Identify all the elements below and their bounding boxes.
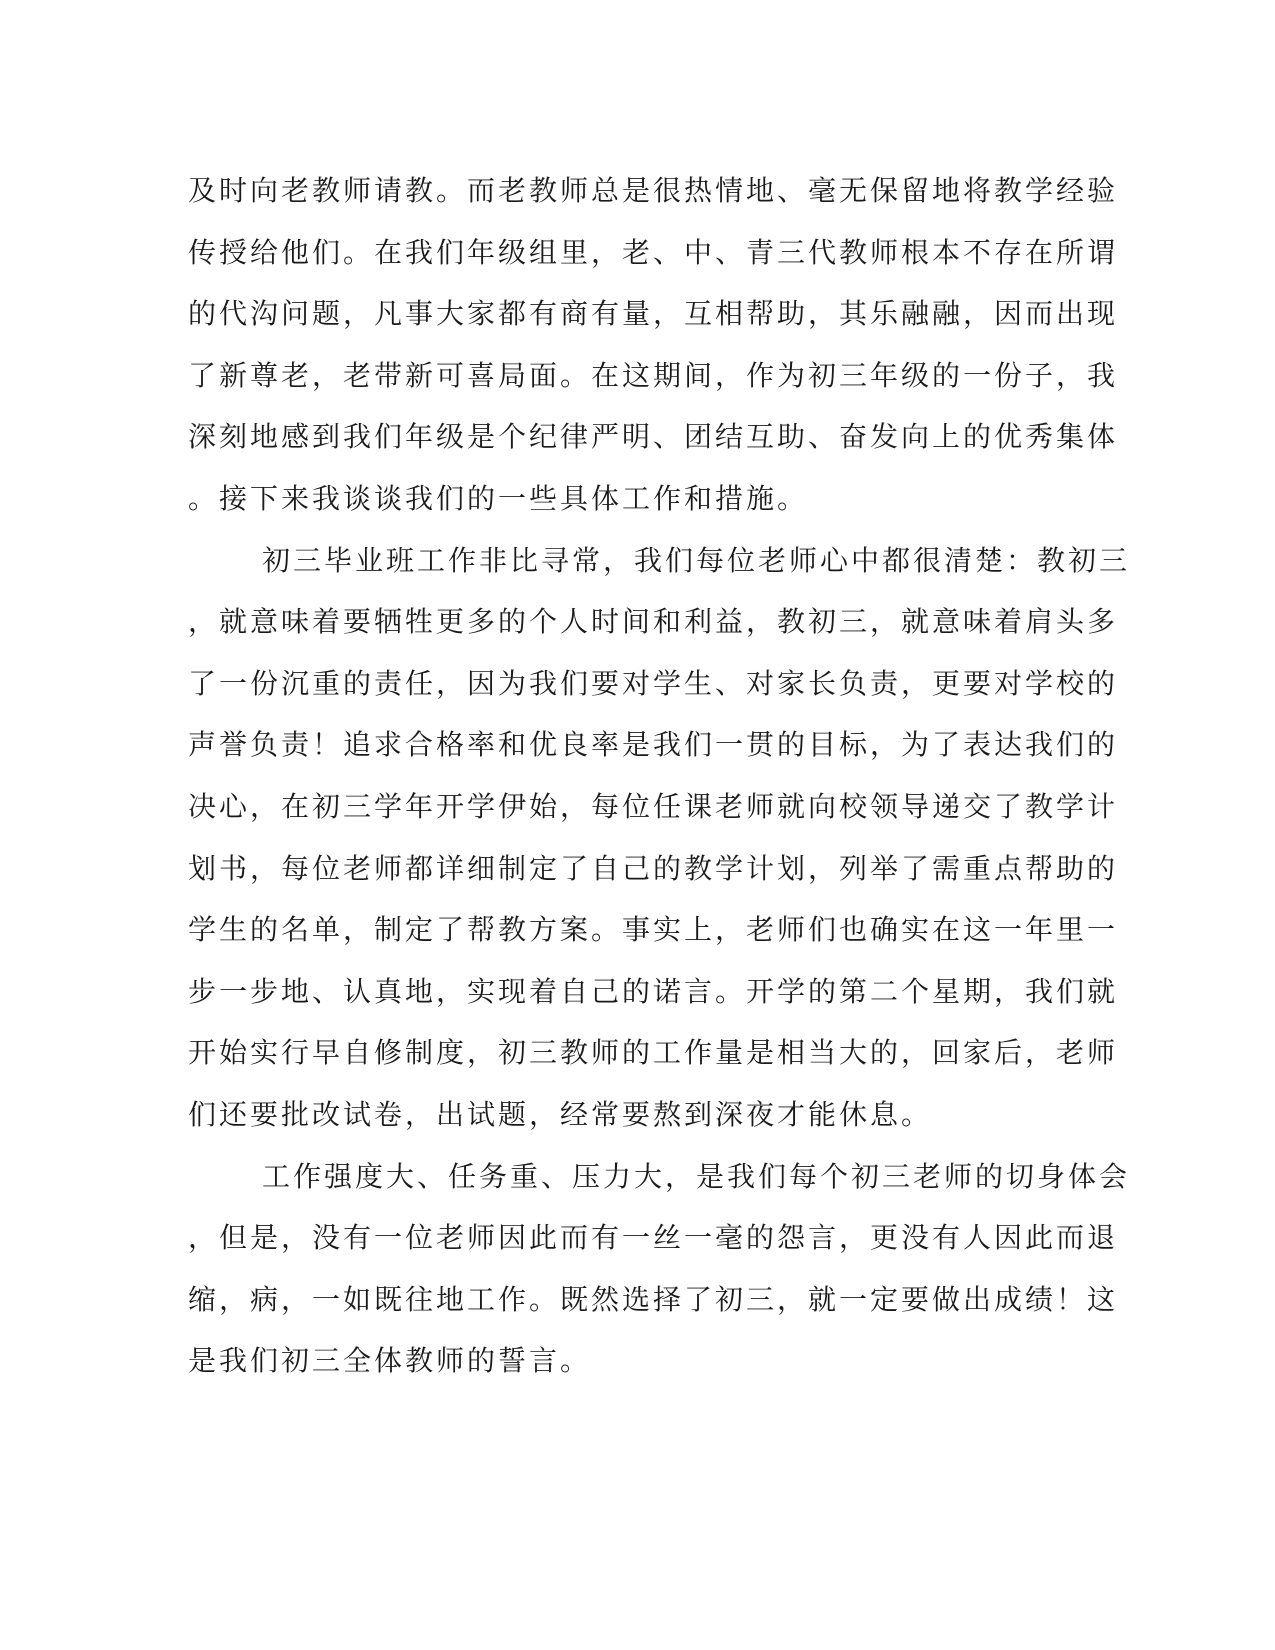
text-line: ，就意味着要牺牲更多的个人时间和利益，教初三，就意味着肩头多 (188, 605, 1119, 639)
body-text (188, 160, 1131, 1392)
text-line: 深刻地感到我们年级是个纪律严明、团结互助、奋发向上的优秀集体 (188, 420, 1119, 454)
text-line: ，但是，没有一位老师因此而有一丝一毫的怨言，更没有人因此而退 (188, 1221, 1119, 1255)
text-line: 了新尊老，老带新可喜局面。在这期间，作为初三年级的一份子，我 (188, 358, 1119, 392)
text-line: 开始实行早自修制度，初三教师的工作量是相当大的，回家后，老师 (188, 1036, 1119, 1070)
text-line: 了一份沉重的责任，因为我们要对学生、对家长负责，更要对学校的 (188, 666, 1119, 700)
text-line: 。接下来我谈谈我们的一些具体工作和措施。 (188, 481, 809, 515)
text-line: 是我们初三全体教师的誓言。 (188, 1344, 592, 1378)
text-line: 传授给他们。在我们年级组里，老、中、青三代教师根本不存在所谓 (188, 235, 1119, 269)
paragraph-first-line: 初三毕业班工作非比寻常，我们每位老师心中都很清楚：教初三 (262, 543, 1131, 577)
text-line: 学生的名单，制定了帮教方案。事实上，老师们也确实在这一年里一 (188, 913, 1119, 947)
paragraph-first-line: 工作强度大、任务重、压力大，是我们每个初三老师的切身体会 (262, 1159, 1131, 1193)
text-line: 声誉负责！追求合格率和优良率是我们一贯的目标，为了表达我们的 (188, 728, 1119, 762)
text-line: 缩，病，一如既往地工作。既然选择了初三，就一定要做出成绩！这 (188, 1282, 1119, 1316)
text-line: 划书，每位老师都详细制定了自己的教学计划，列举了需重点帮助的 (188, 851, 1119, 885)
text-line: 们还要批改试卷，出试题，经常要熬到深夜才能休息。 (188, 1097, 933, 1131)
text-line: 及时向老教师请教。而老教师总是很热情地、毫无保留地将教学经验 (188, 174, 1119, 207)
text-line: 的代沟问题，凡事大家都有商有量，互相帮助，其乐融融，因而出现 (188, 297, 1119, 331)
text-line: 步一步地、认真地，实现着自己的诺言。开学的第二个星期，我们就 (188, 974, 1119, 1008)
text-line: 决心，在初三学年开学伊始，每位任课老师就向校领导递交了教学计 (188, 789, 1119, 823)
